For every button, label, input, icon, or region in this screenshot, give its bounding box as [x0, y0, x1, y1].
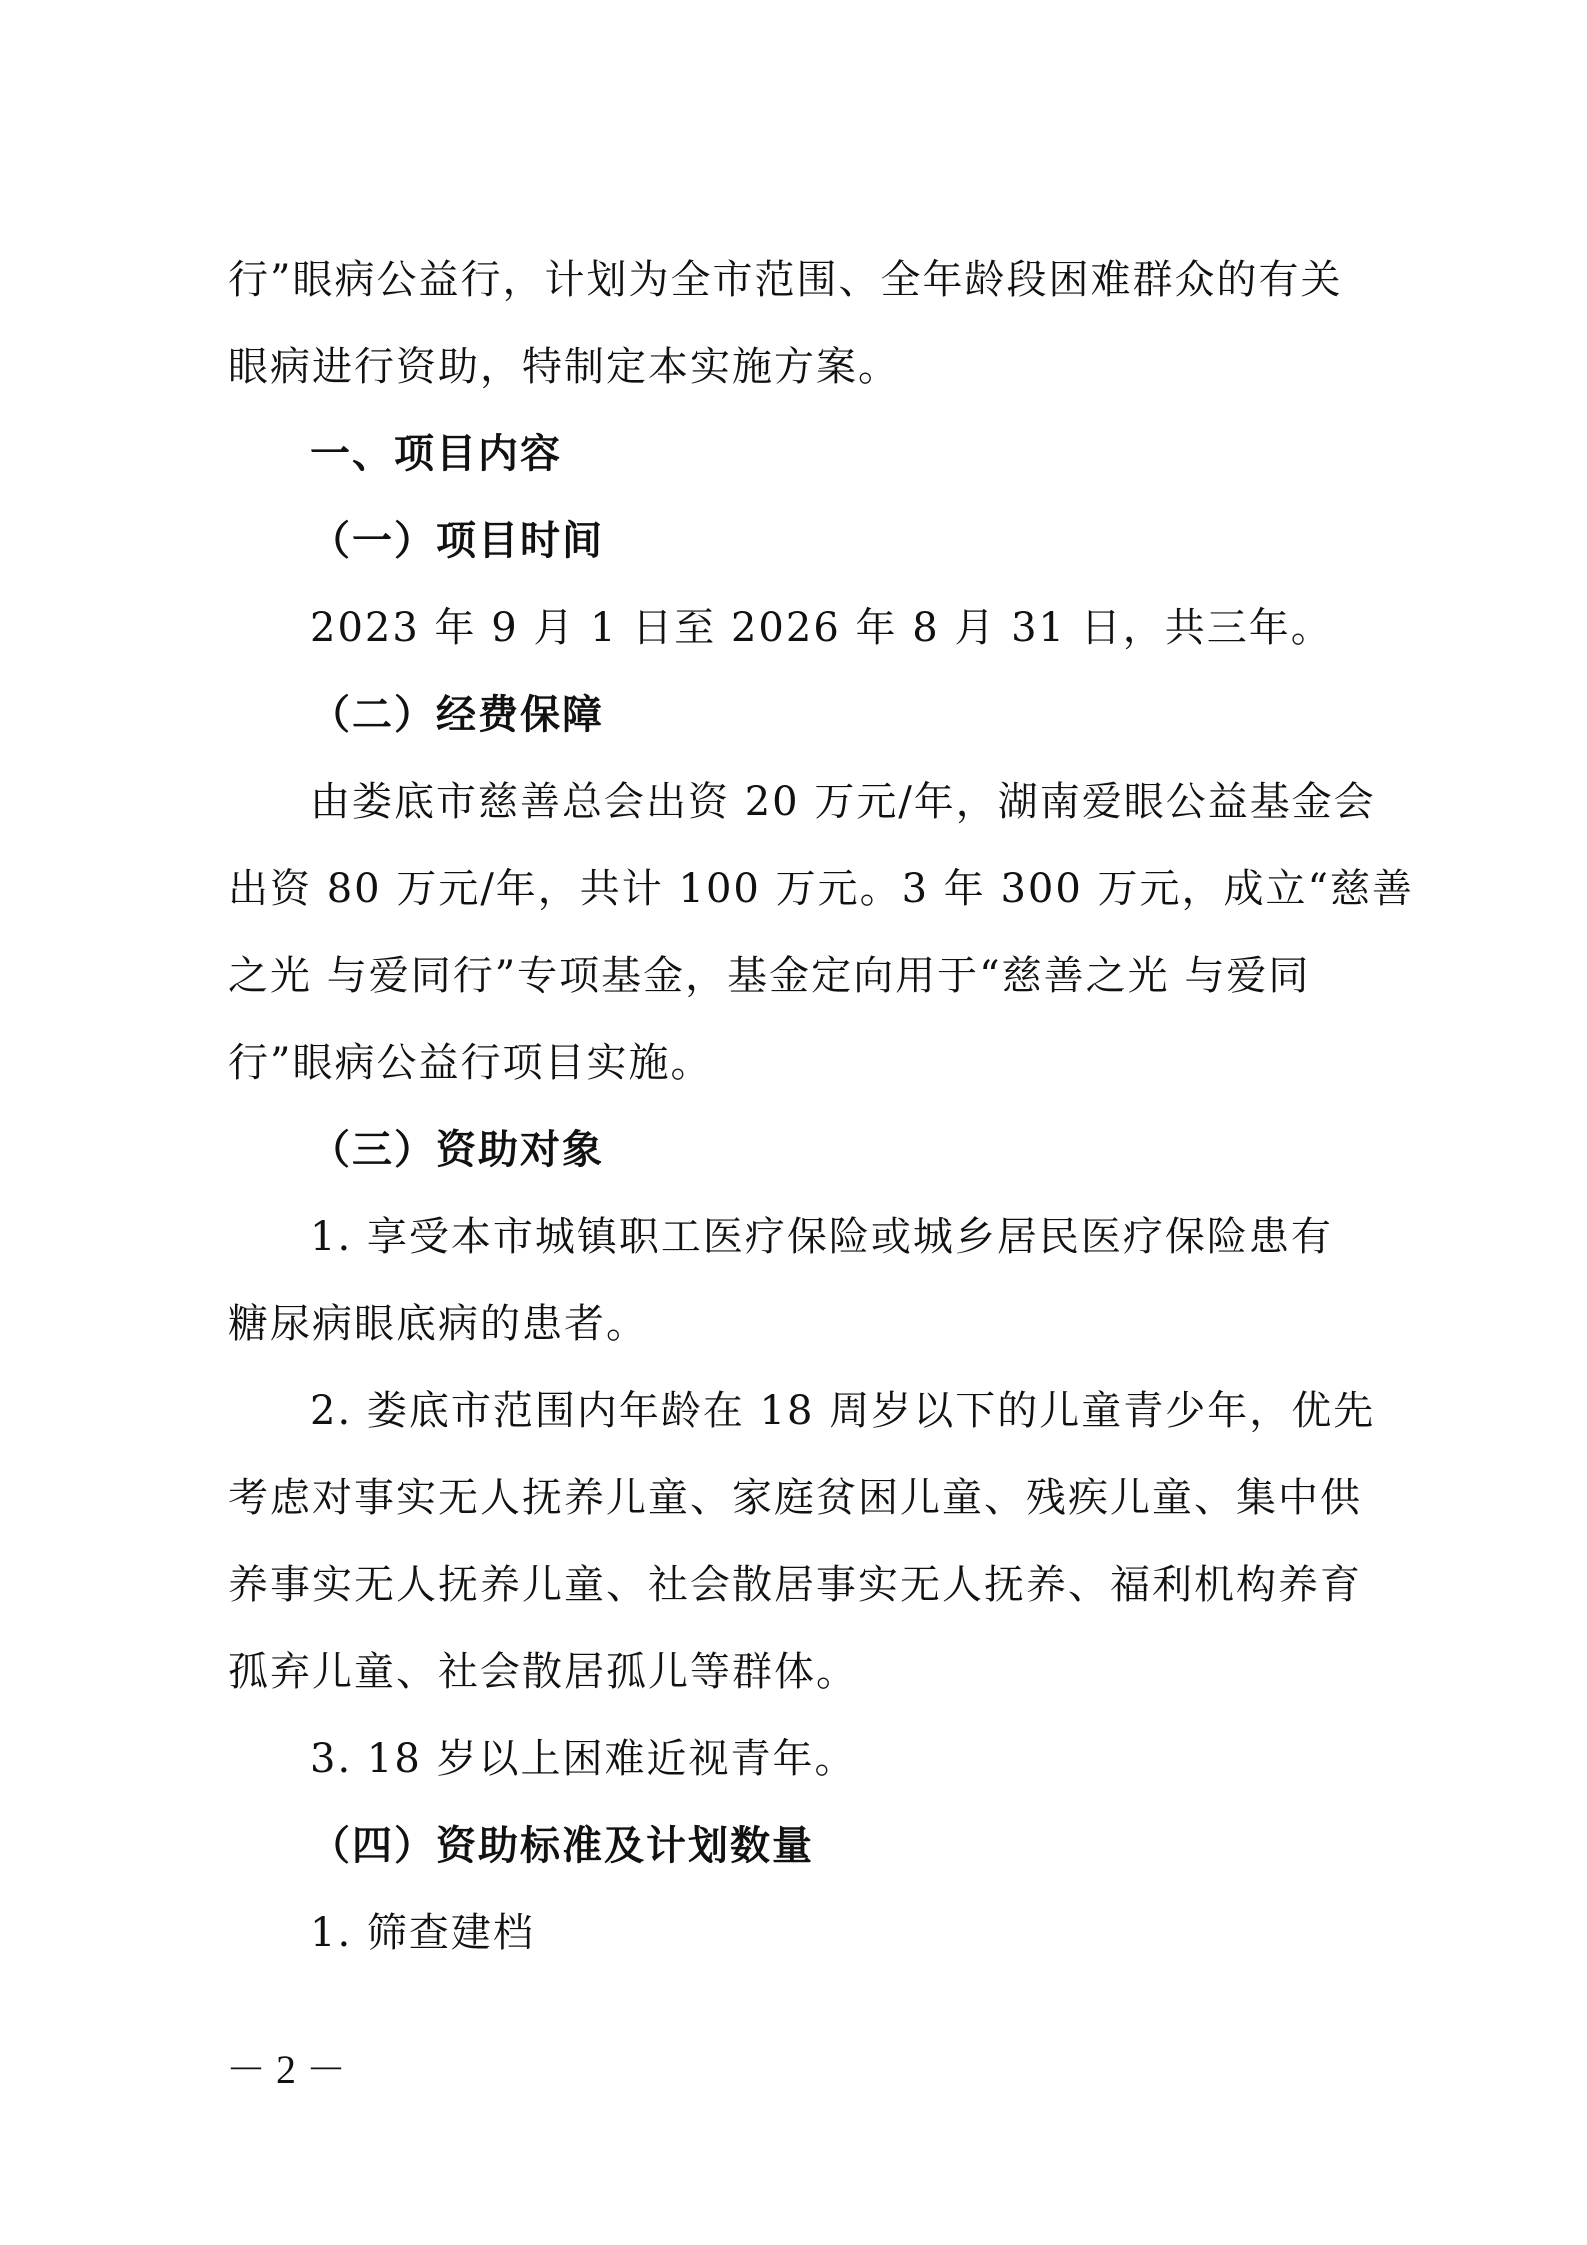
text-line: 孤弃儿童、社会散居孤儿等群体。	[228, 1649, 858, 1695]
text-line: 1. 筛查建档	[310, 1910, 535, 1956]
text-line: 1. 享受本市城镇职工医疗保险或城乡居民医疗保险患有	[310, 1214, 1333, 1260]
text-line: 考虑对事实无人抚养儿童、家庭贫困儿童、残疾儿童、集中供	[228, 1475, 1362, 1521]
subsection-heading: （二）经费保障	[310, 691, 604, 738]
subsection-heading: （三）资助对象	[310, 1126, 604, 1173]
subsection-heading: （一）项目时间	[310, 517, 604, 564]
text-line: 出资 80 万元/年，共计 100 万元。3 年 300 万元，成立“慈善	[228, 866, 1414, 912]
text-line: 由娄底市慈善总会出资 20 万元/年，湖南爱眼公益基金会	[310, 779, 1376, 825]
page-number: － 2 －	[226, 2047, 346, 2092]
text-line: 养事实无人抚养儿童、社会散居事实无人抚养、福利机构养育	[228, 1562, 1362, 1608]
text-line: 2023 年 9 月 1 日至 2026 年 8 月 31 日，共三年。	[310, 605, 1333, 651]
subsection-heading: （四）资助标准及计划数量	[310, 1822, 814, 1869]
text-line: 眼病进行资助，特制定本实施方案。	[228, 344, 900, 390]
text-line: 之光 与爱同行”专项基金，基金定向用于“慈善之光 与爱同	[228, 953, 1311, 999]
text-line: 2. 娄底市范围内年龄在 18 周岁以下的儿童青少年，优先	[310, 1388, 1376, 1434]
text-line: 糖尿病眼底病的患者。	[228, 1301, 648, 1347]
text-line: 3. 18 岁以上困难近视青年。	[310, 1736, 857, 1782]
text-line: 行”眼病公益行项目实施。	[228, 1040, 713, 1086]
section-heading: 一、项目内容	[310, 430, 562, 477]
text-line: 行”眼病公益行，计划为全市范围、全年龄段困难群众的有关	[228, 257, 1343, 303]
